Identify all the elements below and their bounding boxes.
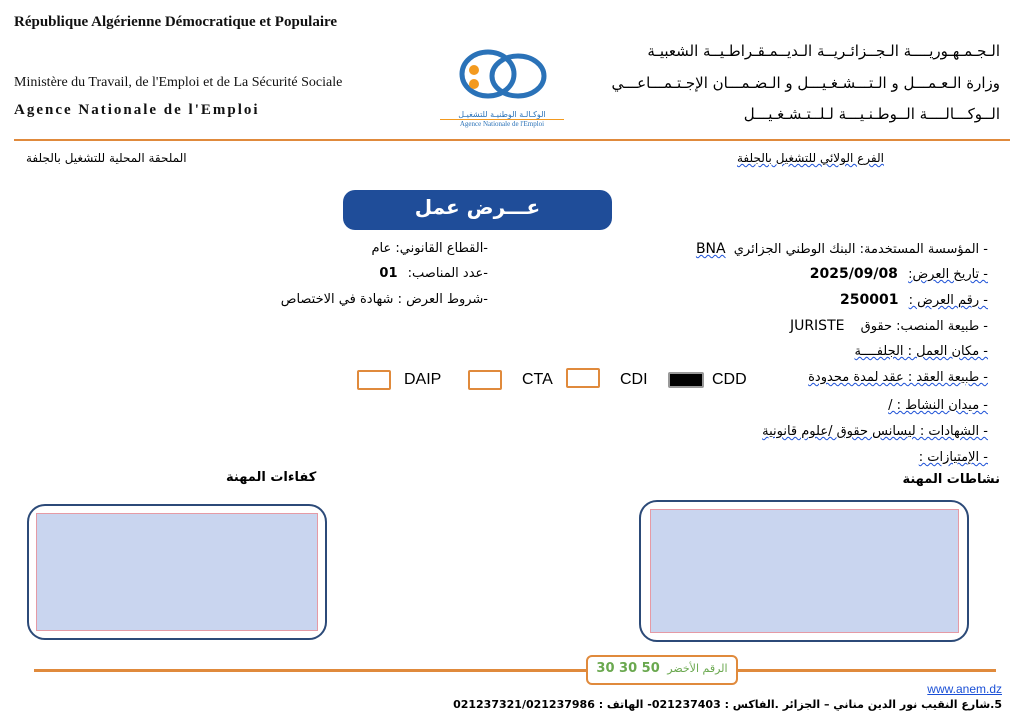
offer-date-value: 2025/09/08	[809, 266, 898, 282]
cdd-checkbox[interactable]	[668, 372, 704, 388]
activities-panel-content[interactable]	[650, 509, 959, 633]
ar-ministry-title: وزارة الـعـمـــل و الـتـــشـغـيـــل و الـضـمـــان الإجـتـمـــاعـــي	[611, 74, 1000, 92]
legal-sector: -القطاع القانوني: عام	[371, 241, 488, 256]
employer-label: - المؤسسة المستخدمة: البنك الوطني الجزائري	[733, 242, 988, 257]
offer-number-label: - رقم العرض :	[908, 293, 988, 308]
cdi-checkbox[interactable]	[566, 368, 600, 388]
offer-date-label: - تاريخ العرض:	[908, 267, 988, 282]
cta-label: CTA	[522, 371, 553, 388]
logo-french-text: Agence Nationale de l'Emploi	[440, 119, 564, 128]
offer-number-row	[840, 292, 988, 308]
positions-count-row	[379, 266, 488, 281]
daip-checkbox[interactable]	[357, 370, 391, 390]
skills-panel-content[interactable]	[36, 513, 318, 631]
regional-office-label: الفرع الولائي للتشغيل بالجلفة	[737, 151, 884, 165]
activity-field: - ميدان النشاط : /	[888, 398, 988, 413]
skills-heading: كفاءات المهنة	[226, 470, 317, 485]
privileges: - الإمتيازات :	[918, 450, 988, 465]
local-office-label: الملحقة المحلية للتشغيل بالجلفة	[26, 151, 187, 165]
contract-nature: - طبيعة العقد : عقد لمدة محدودة	[808, 370, 988, 385]
daip-label: DAIP	[404, 371, 442, 388]
green-number-row	[586, 661, 738, 676]
cdi-label: CDI	[620, 371, 648, 388]
cta-checkbox[interactable]	[468, 370, 502, 390]
offer-number-value: 250001	[840, 292, 899, 308]
employer-value: BNA	[695, 241, 726, 257]
green-number-value: 50 30 30	[596, 661, 660, 676]
employer-row	[696, 241, 988, 257]
cdd-label: CDD	[712, 371, 747, 388]
fr-ministry-title: Ministère du Travail, de l'Emploi et de La Sécurité Sociale	[14, 75, 343, 90]
job-offer-title: عـــرض عمل	[414, 195, 541, 219]
footer-line-right	[738, 669, 996, 672]
position-type-value: JURISTE	[789, 318, 845, 334]
footer-line-left	[34, 669, 586, 672]
positions-count-value: 01	[379, 266, 398, 281]
offer-date-row	[810, 266, 988, 282]
position-type-label: - طبيعة المنصب: حقوق	[860, 319, 988, 334]
green-number-label: الرقم الأخضر	[667, 662, 728, 675]
logo-arabic-text: الوكـالـة الوطنيـة للتشغيـل	[458, 110, 546, 119]
activities-heading: نشاطات المهنة	[902, 472, 1000, 487]
ar-republic-title: الـجـمـهـوريــــة الـجــزائـريــة الـديــمـقـراطـيــة الشعبيـة	[647, 42, 1000, 60]
fr-republic-title: République Algérienne Démocratique et Populaire	[14, 14, 338, 30]
offer-conditions: -شروط العرض : شهادة في الاختصاص	[280, 292, 488, 307]
footer-address: 5.شارع النقيب نور الدين مناني – الجزائر .الفاكس : 021237403- الهاتف : 021237321/021237986	[453, 698, 1002, 711]
anem-logo-icon	[440, 44, 564, 104]
ar-agency-title: الــوكـــالــــة الــوطـنـيـــة لـلــتـشـغـيـــل	[743, 105, 1000, 123]
workplace: - مكان العمل : الجلفــــة	[854, 344, 988, 359]
fr-agency-title: Agence Nationale de l'Emploi	[14, 102, 260, 118]
position-type-row	[790, 318, 988, 334]
website-link[interactable]: www.anem.dz	[927, 682, 1002, 696]
positions-count-label: -عدد المناصب:	[407, 266, 488, 281]
degrees: - الشهادات : ليسانس حقوق /علوم قانونية	[762, 424, 988, 439]
anem-logo	[440, 44, 564, 130]
header-divider	[14, 139, 1010, 141]
